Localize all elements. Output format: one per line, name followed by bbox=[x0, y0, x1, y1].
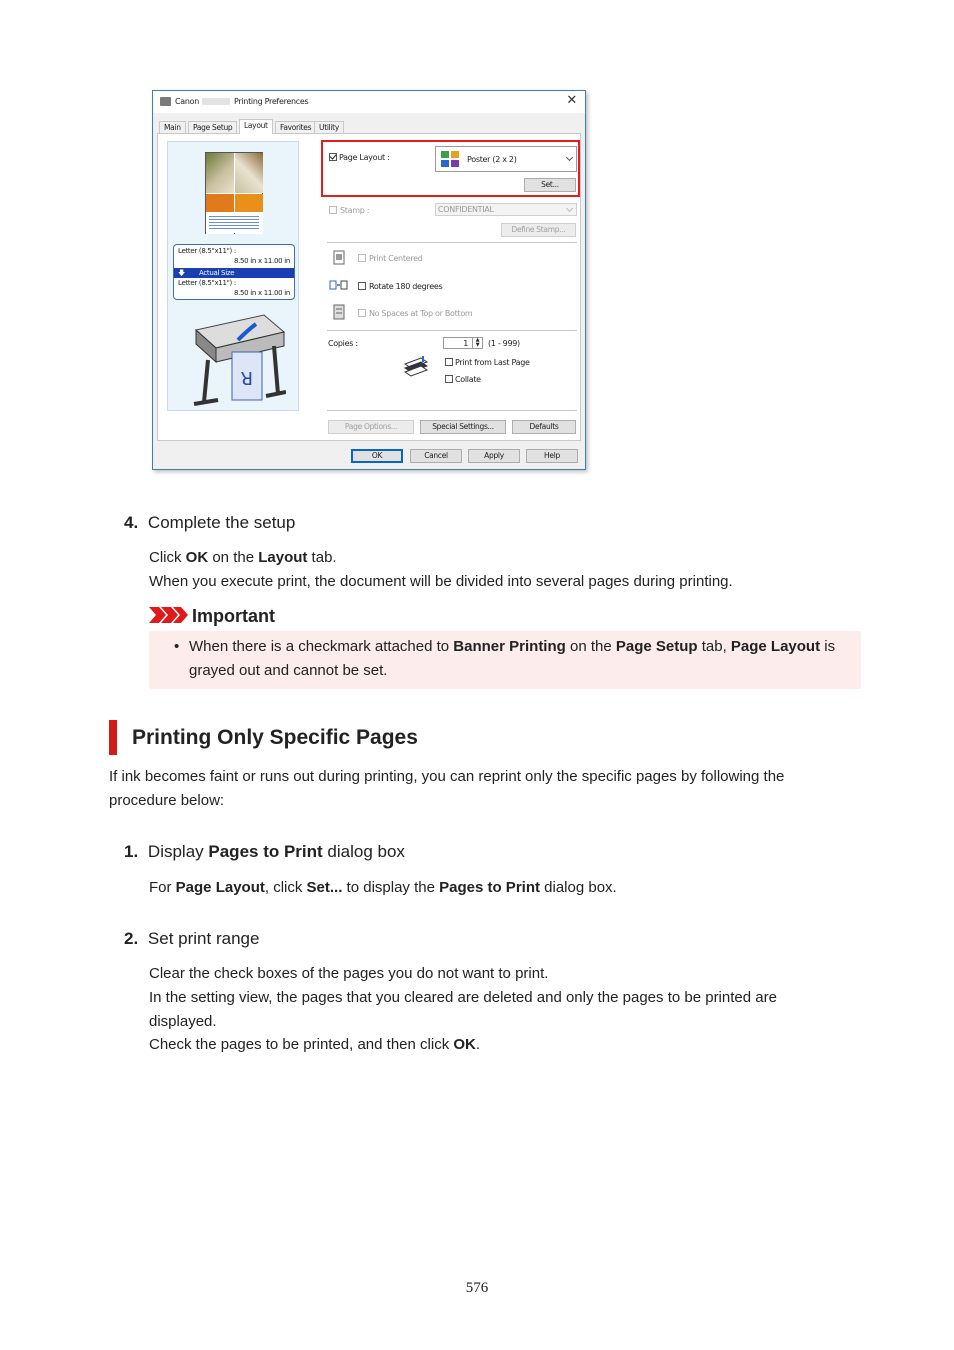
poster-preview-image bbox=[205, 152, 263, 234]
page-layout-checkbox[interactable] bbox=[329, 153, 337, 161]
text-run: When there is a checkmark attached to bbox=[189, 638, 454, 655]
text-run: on the bbox=[565, 638, 616, 655]
large-format-printer-image bbox=[186, 310, 286, 410]
dialog-title-bar bbox=[153, 91, 585, 113]
tab-utility[interactable]: Utility bbox=[314, 121, 344, 133]
step-title: Set print range bbox=[147, 929, 260, 948]
text-run: Click bbox=[149, 549, 186, 566]
stamp-select[interactable] bbox=[435, 203, 577, 216]
section-accent-bar bbox=[109, 720, 117, 755]
bullet: • bbox=[174, 638, 180, 655]
text-run: Check the pages to be printed, and then click bbox=[149, 1036, 454, 1053]
important-text bbox=[189, 635, 859, 683]
text-run: dialog box. bbox=[539, 879, 617, 896]
text-run: , click bbox=[264, 879, 307, 896]
copies-stack-icon bbox=[403, 354, 429, 380]
apply-button[interactable]: Apply bbox=[468, 449, 520, 463]
cancel-button[interactable]: Cancel bbox=[410, 449, 462, 463]
step-1-heading bbox=[124, 840, 405, 864]
page-number: 576 bbox=[465, 1280, 489, 1296]
set-button[interactable]: Set... bbox=[524, 178, 576, 192]
actual-size-row bbox=[174, 268, 294, 278]
copies-stepper[interactable] bbox=[443, 337, 483, 349]
important-heading: Important bbox=[192, 606, 275, 626]
rotate-icon bbox=[329, 278, 349, 294]
section-intro: If ink becomes faint or runs out during printing, you can reprint only the specific pages by following the procedure below: bbox=[109, 768, 785, 809]
divider bbox=[327, 330, 577, 331]
actual-size-label: Actual Size bbox=[199, 269, 235, 277]
text-run: is grayed out and cannot be set. bbox=[189, 638, 836, 679]
step-title: Complete the setup bbox=[147, 513, 296, 532]
tab-page-setup[interactable]: Page Setup bbox=[188, 121, 237, 133]
divider bbox=[327, 410, 577, 411]
printing-preferences-dialog bbox=[152, 90, 586, 470]
svg-text:R: R bbox=[240, 367, 253, 388]
page-layout-select[interactable] bbox=[435, 146, 577, 172]
no-spaces-icon bbox=[333, 304, 347, 320]
step-number: 2. bbox=[124, 929, 139, 948]
print-from-last-page-checkbox[interactable] bbox=[445, 358, 453, 366]
text-run: tab. bbox=[307, 549, 337, 566]
print-centered-icon bbox=[333, 250, 347, 266]
page-layout-value: Poster (2 x 2) bbox=[467, 155, 517, 164]
printer-icon bbox=[160, 97, 171, 106]
step-4-heading bbox=[124, 511, 295, 535]
page-options-button[interactable]: Page Options... bbox=[328, 420, 414, 434]
set-term: Set... bbox=[306, 879, 343, 896]
dialog-title-text: Printing Preferences bbox=[234, 97, 309, 106]
text-run: on the bbox=[208, 549, 259, 566]
text-run: tab, bbox=[697, 638, 731, 655]
step-number: 1. bbox=[124, 842, 139, 861]
ok-button[interactable]: OK bbox=[351, 449, 403, 463]
settings-preview bbox=[167, 141, 299, 411]
tab-layout[interactable]: Layout bbox=[239, 119, 273, 134]
stamp-checkbox[interactable] bbox=[329, 206, 337, 214]
layout-term: Layout bbox=[258, 549, 308, 566]
text-run: to display the bbox=[342, 879, 440, 896]
special-settings-button[interactable]: Special Settings... bbox=[420, 420, 506, 434]
print-from-last-page-label: Print from Last Page bbox=[455, 358, 530, 367]
step-number: 4. bbox=[124, 513, 139, 532]
page-setup-term: Page Setup bbox=[615, 638, 698, 655]
stamp-value: CONFIDENTIAL bbox=[438, 205, 494, 214]
print-centered-checkbox[interactable] bbox=[358, 254, 366, 262]
define-stamp-button[interactable]: Define Stamp... bbox=[501, 223, 576, 237]
output-paper-dimensions: 8.50 in x 11.00 in bbox=[233, 289, 290, 297]
page-layout-term: Page Layout bbox=[175, 879, 265, 896]
dialog-title-brand: Canon bbox=[175, 97, 200, 106]
pages-to-print-term: Pages to Print bbox=[439, 879, 540, 896]
close-icon[interactable]: ✕ bbox=[566, 93, 577, 108]
step-2-line-1: Clear the check boxes of the pages you do not want to print. bbox=[149, 965, 549, 982]
output-paper-label: Letter (8.5"x11") : bbox=[178, 279, 236, 287]
text-run: dialog box bbox=[322, 842, 405, 861]
text-run: . bbox=[475, 1036, 481, 1053]
paper-dimensions: 8.50 in x 11.00 in bbox=[233, 257, 290, 265]
chevron-down-icon bbox=[566, 204, 573, 211]
text-run: For bbox=[149, 879, 176, 896]
chevron-down-icon bbox=[566, 154, 573, 161]
copies-range: (1 - 999) bbox=[488, 339, 520, 348]
step-4-note: When you execute print, the document will be divided into several pages during printing. bbox=[149, 573, 733, 590]
help-button[interactable]: Help bbox=[526, 449, 578, 463]
step-2-heading bbox=[124, 927, 259, 951]
paper-size-label: Letter (8.5"x11") : bbox=[178, 247, 236, 255]
defaults-button[interactable]: Defaults bbox=[512, 420, 576, 434]
page-layout-term: Page Layout bbox=[730, 638, 821, 655]
important-arrows-icon bbox=[149, 607, 189, 623]
copies-value: 1 bbox=[463, 339, 468, 348]
text-run: Display bbox=[147, 842, 209, 861]
section-title: Printing Only Specific Pages bbox=[132, 726, 418, 749]
ok-term: OK bbox=[453, 1036, 476, 1053]
banner-printing-term: Banner Printing bbox=[453, 638, 566, 655]
page-layout-label: Page Layout : bbox=[339, 153, 390, 162]
tab-main[interactable]: Main bbox=[159, 121, 186, 133]
arrow-down-icon: 🡇 bbox=[178, 269, 185, 277]
model-name-redacted bbox=[202, 98, 230, 105]
step-title bbox=[148, 842, 405, 861]
no-spaces-label: No Spaces at Top or Bottom bbox=[369, 309, 473, 318]
stamp-label: Stamp : bbox=[340, 206, 370, 215]
step-2-line-3 bbox=[149, 1033, 869, 1057]
step-1-instruction bbox=[149, 876, 869, 900]
pages-to-print-term: Pages to Print bbox=[208, 842, 323, 861]
collate-checkbox[interactable] bbox=[445, 375, 453, 383]
no-spaces-checkbox[interactable] bbox=[358, 309, 366, 317]
layout-tab-panel bbox=[157, 133, 581, 441]
stepper-arrows-icon[interactable]: ▲ ▼ bbox=[472, 338, 482, 348]
paper-size-box bbox=[173, 244, 295, 300]
divider bbox=[327, 242, 577, 243]
ok-term: OK bbox=[185, 549, 209, 566]
tab-favorites[interactable]: Favorites bbox=[275, 121, 316, 133]
collate-label: Collate bbox=[455, 375, 481, 384]
poster-layout-icon bbox=[440, 150, 460, 168]
step-4-instruction bbox=[149, 546, 869, 570]
print-centered-label: Print Centered bbox=[369, 254, 423, 263]
important-box bbox=[149, 631, 861, 689]
rotate-180-label: Rotate 180 degrees bbox=[369, 282, 443, 291]
copies-label: Copies : bbox=[328, 339, 358, 348]
step-2-line-2: In the setting view, the pages that you cleared are deleted and only the pages to be printed are displayed. bbox=[149, 989, 777, 1030]
rotate-180-checkbox[interactable] bbox=[358, 282, 366, 290]
